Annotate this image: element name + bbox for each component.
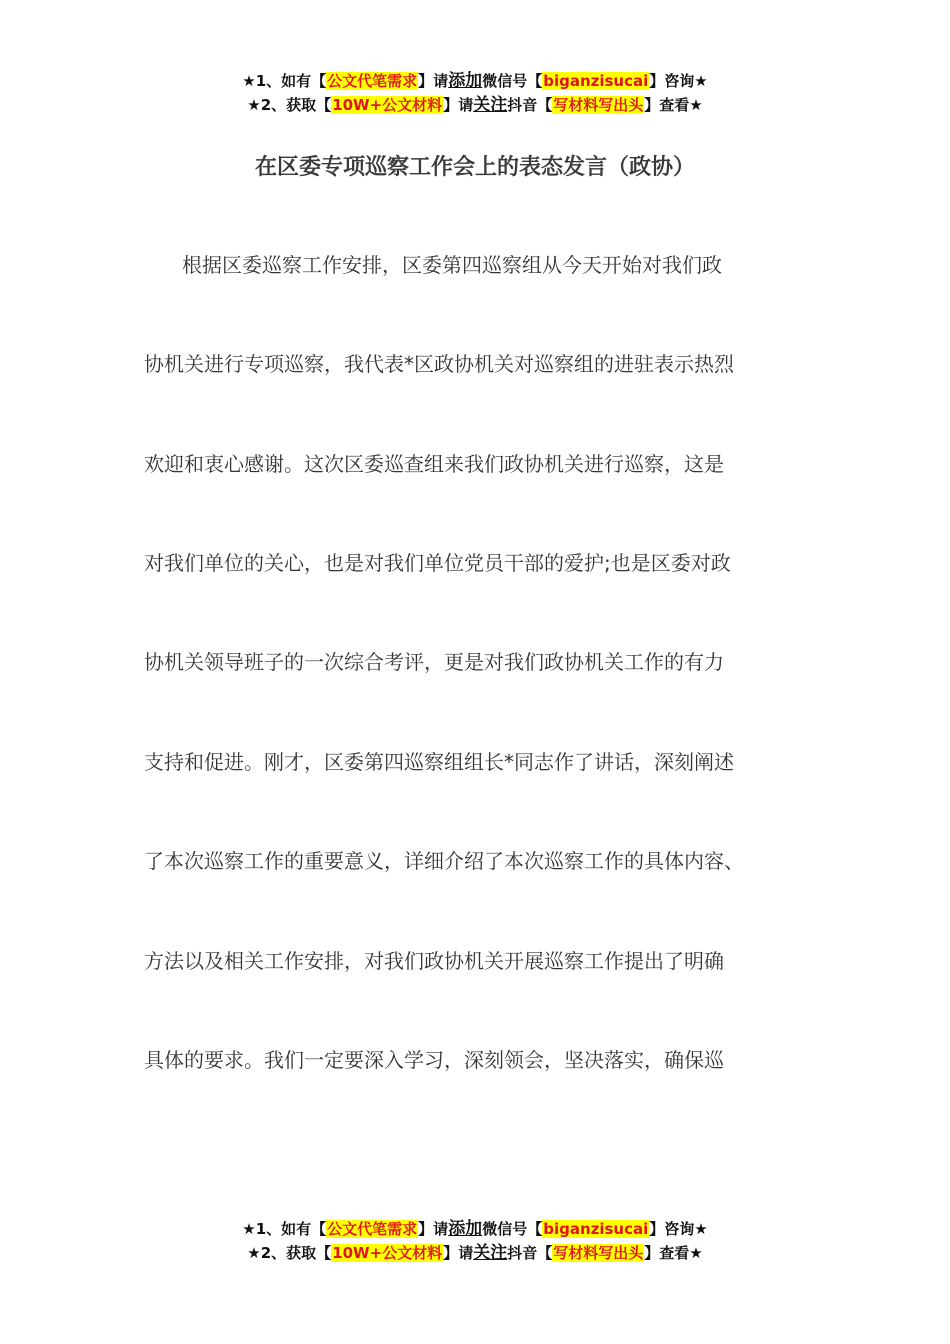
banner-text: ★2、获取【 (247, 96, 332, 114)
banner-text: 】查看★ (644, 96, 703, 114)
banner-text: ★2、获取【 (247, 1244, 332, 1262)
footer-banner (0, 1217, 950, 1265)
banner-text: 】请 (443, 1244, 474, 1262)
banner-underlined: 关注 (473, 1243, 508, 1263)
header-banner (0, 69, 950, 117)
banner-text: 】请 (418, 1220, 449, 1238)
body-line: 对我们单位的关心，也是对我们单位党员干部的爱护;也是区委对政 (144, 551, 731, 575)
body-line: 方法以及相关工作安排，对我们政协机关开展巡察工作提出了明确 (144, 949, 724, 973)
document-title: 在区委专项巡察工作会上的表态发言（政协） (254, 155, 695, 180)
body-line: 了本次巡察工作的重要意义，详细介绍了本次巡察工作的具体内容、 (144, 849, 744, 873)
body-line: 根据区委巡察工作安排，区委第四巡察组从今天开始对我们政 (182, 253, 722, 277)
banner-line-1 (0, 1217, 950, 1241)
body-line: 欢迎和衷心感谢。这次区委巡查组来我们政协机关进行巡察，这是 (144, 452, 724, 476)
banner-text: 】请 (418, 72, 449, 90)
banner-text: 抖音【 (507, 1244, 553, 1262)
banner-line-2 (0, 93, 950, 117)
banner-highlight-douyin: 写材料写出头 (553, 96, 644, 114)
banner-text: 】咨询★ (649, 1220, 708, 1238)
banner-text: 微信号【 (482, 72, 543, 90)
banner-text: 】查看★ (644, 1244, 703, 1262)
banner-underlined: 添加 (448, 71, 483, 91)
banner-text: 】请 (443, 96, 474, 114)
banner-text: 微信号【 (482, 1220, 543, 1238)
banner-line-1 (0, 69, 950, 93)
banner-text: 】咨询★ (649, 72, 708, 90)
body-line: 支持和促进。刚才，区委第四巡察组组长*同志作了讲话，深刻阐述 (144, 750, 734, 774)
banner-underlined: 关注 (473, 95, 508, 115)
body-line: 协机关领导班子的一次综合考评，更是对我们政协机关工作的有力 (144, 650, 724, 674)
body-line: 具体的要求。我们一定要深入学习，深刻领会，坚决落实，确保巡 (144, 1048, 724, 1072)
banner-highlight-douyin: 写材料写出头 (553, 1244, 644, 1262)
banner-highlight: 公文代笔需求 (327, 72, 418, 90)
body-line: 协机关进行专项巡察，我代表*区政协机关对巡察组的进驻表示热烈 (144, 352, 734, 376)
banner-highlight-wechat: biganzisucai (543, 1220, 649, 1238)
banner-underlined: 添加 (448, 1219, 483, 1239)
banner-highlight: 10W+公文材料 (332, 1244, 443, 1262)
banner-text: 抖音【 (507, 96, 553, 114)
banner-highlight: 公文代笔需求 (327, 1220, 418, 1238)
banner-highlight-wechat: biganzisucai (543, 72, 649, 90)
banner-highlight: 10W+公文材料 (332, 96, 443, 114)
banner-text: ★1、如有【 (242, 1220, 327, 1238)
banner-text: ★1、如有【 (242, 72, 327, 90)
banner-line-2 (0, 1241, 950, 1265)
